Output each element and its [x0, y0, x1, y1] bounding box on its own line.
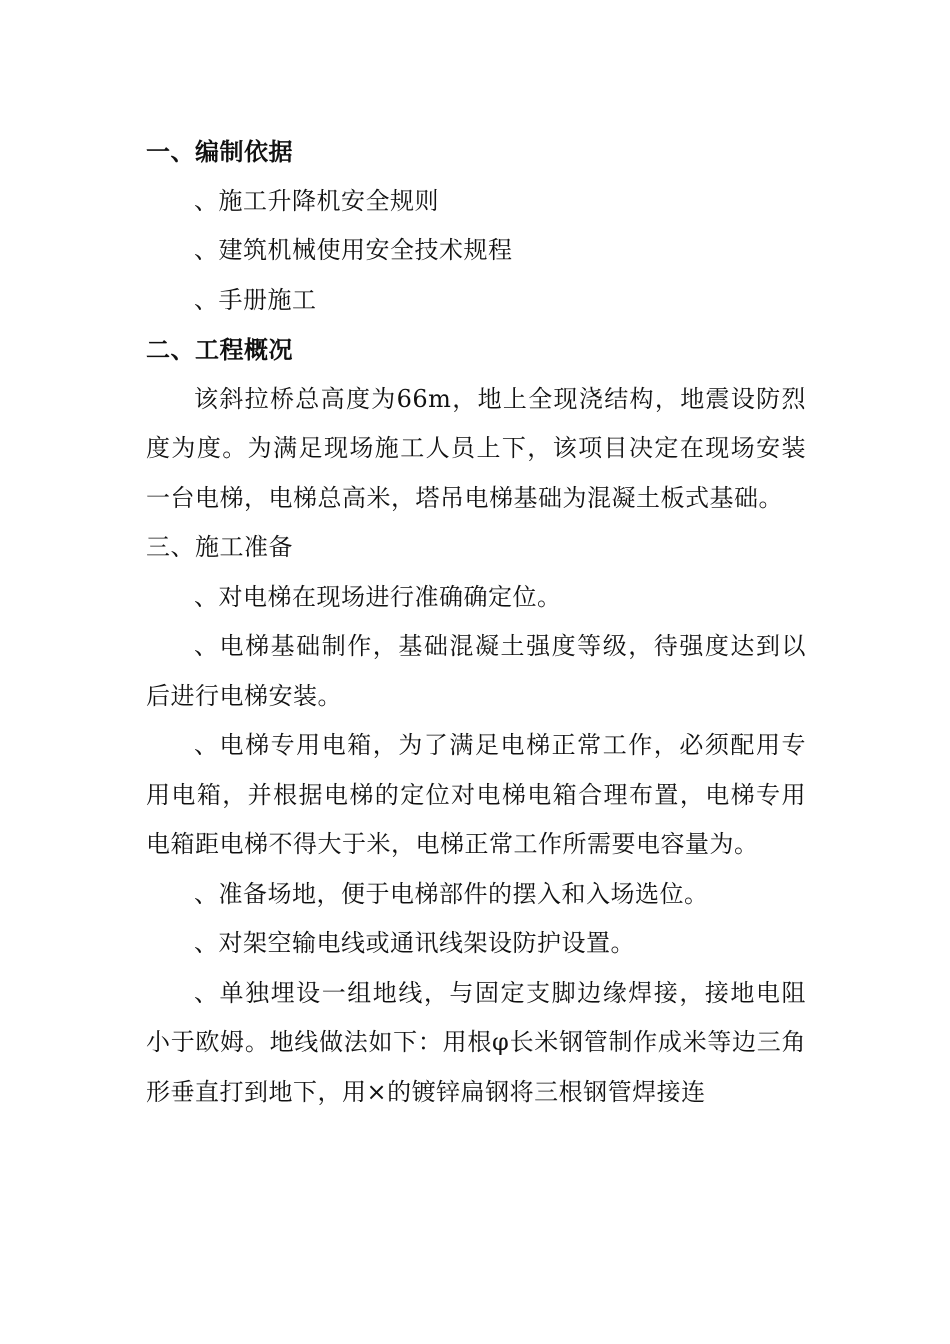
paragraph: 、施工升降机安全规则 [194, 186, 439, 215]
document-body [146, 127, 806, 1117]
paragraph: 、手册施工 [194, 285, 317, 314]
section-heading-3: 三、施工准备 [146, 533, 293, 561]
section-heading-2: 二、工程概况 [146, 335, 293, 364]
paragraph: 、对架空输电线或通讯线架设防护设置。 [194, 929, 635, 957]
paragraph: 、单独埋设一组地线，与固定支脚边缘焊接，接地电阻小于欧姆。地线做法如下：用根φ长米钢管制作成米等边三角形垂直打到地下，用×的镀锌扁钢将三根钢管焊接连 [146, 978, 806, 1106]
paragraph: 、对电梯在现场进行准确确定位。 [194, 582, 562, 611]
paragraph: 、电梯专用电箱，为了满足电梯正常工作，必须配用专用电箱，并根据电梯的定位对电梯电箱合理布置，电梯专用电箱距电梯不得大于米，电梯正常工作所需要电容量为。 [146, 731, 806, 858]
paragraph: 、电梯基础制作，基础混凝土强度等级，待强度达到以后进行电梯安装。 [146, 632, 806, 710]
paragraph: 该斜拉桥总高度为66m，地上全现浇结构，地震设防烈度为度。为满足现场施工人员上下，该项目决定在现场安装一台电梯，电梯总高米，塔吊电梯基础为混凝土板式基础。 [146, 384, 806, 512]
paragraph: 、准备场地，便于电梯部件的摆入和入场选位。 [194, 879, 709, 908]
section-heading-1: 一、编制依据 [146, 137, 293, 166]
paragraph: 、建筑机械使用安全技术规程 [194, 236, 513, 264]
